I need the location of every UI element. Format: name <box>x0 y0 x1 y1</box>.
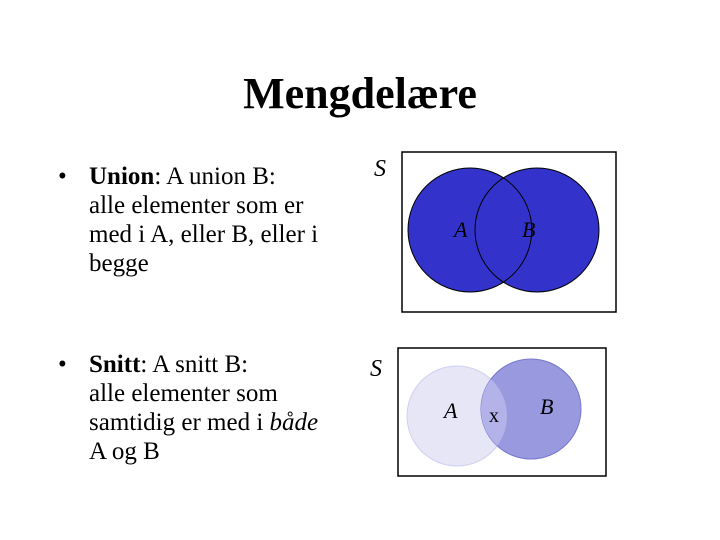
set-b-label: B <box>540 394 554 419</box>
page-title: Mengdelære <box>243 69 477 118</box>
intersection-heading <box>89 350 248 379</box>
union-description <box>89 191 369 278</box>
intersection-venn-diagram <box>362 346 622 486</box>
bullet-dot: • <box>58 163 67 190</box>
set-b-label: B <box>522 217 536 242</box>
set-b-circle <box>475 168 599 292</box>
universe-label: S <box>370 356 382 382</box>
intersection-emphasis: både <box>269 409 319 436</box>
intersection-line-1: alle elementer som <box>89 380 278 407</box>
intersection-line-3: A og B <box>89 438 160 465</box>
universe-label: S <box>374 156 386 182</box>
set-a-label: A <box>454 217 468 242</box>
intersection-line-2-text: samtidig er med i <box>89 409 270 436</box>
union-line-1: alle elementer som er <box>89 192 304 219</box>
union-heading-rest: : A union B: <box>154 163 276 190</box>
union-line-2: med i A, eller B, eller i <box>89 221 319 248</box>
union-heading <box>89 162 276 191</box>
union-venn-diagram <box>362 148 622 318</box>
intersection-term: Snitt <box>89 351 141 378</box>
union-term: Union <box>89 163 155 190</box>
intersection-description <box>89 379 369 466</box>
union-line-3: begge <box>89 250 149 277</box>
set-a-label: A <box>444 398 458 423</box>
bullet-dot: • <box>58 351 67 378</box>
intersection-heading-rest: : A snitt B: <box>140 351 249 378</box>
intersection-line-2 <box>89 408 369 437</box>
overlap-label: x <box>489 405 499 427</box>
